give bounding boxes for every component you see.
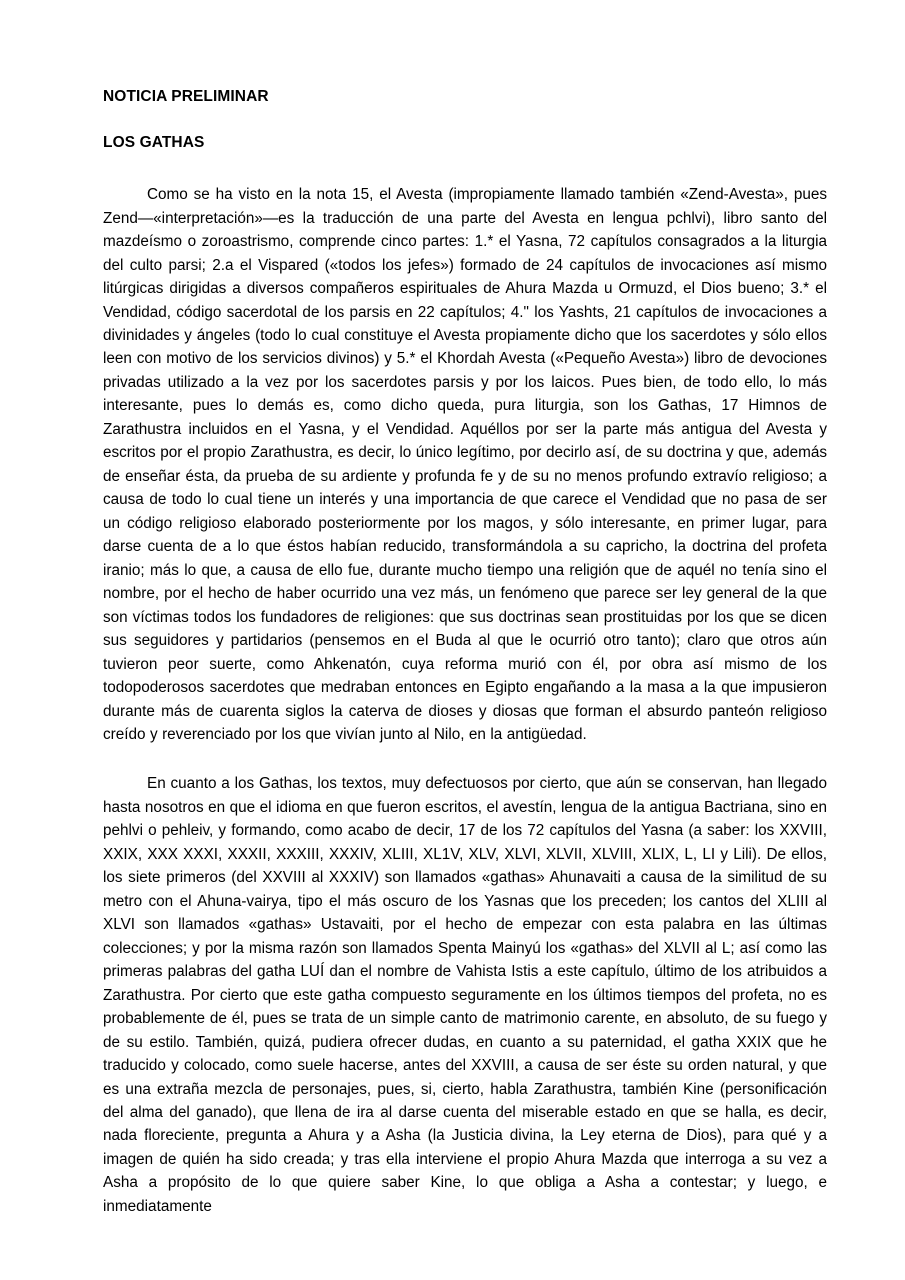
paragraph-text: En cuanto a los Gathas, los textos, muy defectuosos por cierto, que aún se conservan, han llegado hasta nosotros en que el idioma en que fueron escritos, el avestín, lengua de la antigua Bactriana, sino en pehlvi o pehleiv, y formando, como acabo de decir, 17 de los 72 capítulos del Yasna (a saber: los XXVIII, XXIX, XXX XXXI, XXXII, XXXIII, XXXIV, XLIII, XL1V, XLV, XLVI, XLVII, XLVIII, XLIX, L, LI y Lili). De ellos, los siete primeros (del XXVIII al XXXIV) son llamados «gathas» Ahunavaiti a causa de la similitud de su metro con el Ahuna-vairya, tipo el más oscuro de los Yasnas que los preceden; los cantos del XLIII al XLVI son llamados «gathas» Ustavaiti, por el hecho de empezar con esta palabra en las últimas colecciones; y por la misma razón son llamados Spenta Mainyú los «gathas» del XLVII al L; así como las primeras palabras del gatha LUÍ dan el nombre de Vahista Istis a este capítulo, último de los atribuidos a Zarathustra. Por cierto que este gatha compuesto seguramente en los últimos tiempos del profeta, no es probablemente de él, pues se trata de un simple canto de matrimonio carente, en absoluto, de su fuego y de su estilo. También, quizá, pudiera ofrecer dudas, en cuanto a su paternidad, el gatha XXIX que he traducido y colocado, como suele hacerse, antes del XXVIII, a causa de ser éste su orden natural, y que es una extraña mezcla de personajes, pues, si, cierto, habla Zarathustra, también Kine (personificación del alma del ganado), que llena de ira al darse cuenta del miserable estado en que se halla, es decir, nada floreciente, pregunta a Ahura y a Asha (la Justicia divina, la Ley eterna de Dios), para qué y a imagen de quién ha sido creada; y tras ella interviene el propio Ahura Mazda que interroga a su vez a Asha a propósito de lo que quiere saber Kine, lo que obliga a Asha a contestar; y luego, e inmediatamente xyxy=(103,775,827,1215)
body-paragraph-2 xyxy=(103,772,827,1218)
section-subtitle: LOS GATHAS xyxy=(103,133,205,151)
page-title: NOTICIA PRELIMINAR xyxy=(103,88,269,105)
paragraph-text: Como se ha visto en la nota 15, el Avesta (impropiamente llamado también «Zend-Avesta», pues Zend—«interpretación»—es la traducción de una parte del Avesta en lengua pchlvi), libro santo del mazdeísmo o zoroastrismo, comprende cinco partes: 1.* el Yasna, 72 capítulos consagrados a la liturgia del culto parsi; 2.a el Vispared («todos los jefes») formado de 24 capítulos de invocaciones así mismo litúrgicas dirigidas a diversos compañeros espirituales de Ahura Mazda u Ormuzd, el Dios bueno; 3.* el Vendidad, código sacerdotal de los parsis en 22 capítulos; 4." los Yashts, 21 capítulos de invocaciones a divinidades y ángeles (todo lo cual constituye el Avesta propiamente dicho que los sacerdotes y sólo ellos leen con motivo de los servicios divinos) y 5.* el Khordah Avesta («Pequeño Avesta») libro de devociones privadas utilizado a la vez por los sacerdotes parsis y por los laicos. Pues bien, de todo ello, lo más interesante, pues lo demás es, como dicho queda, pura liturgia, son los Gathas, 17 Himnos de Zarathustra incluidos en el Yasna, y el Vendidad. Aquéllos por ser la parte más antigua del Avesta y escritos por el propio Zarathustra, es decir, lo único legítimo, por decirlo así, de su doctrina y que, además de enseñar ésta, da prueba de su ardiente y profunda fe y de su no menos profundo extravío religioso; a causa de todo lo cual tiene un interés y una importancia de que carece el Vendidad que no pasa de ser un código religioso elaborado posteriormente por los magos, y sólo interesante, en primer lugar, para darse cuenta de a lo que éstos habían reducido, transformándola a su capricho, la doctrina del profeta iranio; más lo que, a causa de ello fue, durante mucho tiempo una religión que de aquél no tenía sino el nombre, por el hecho de haber ocurrido una vez más, un fenómeno que parece ser ley general de la que son víctimas todos los fundadores de religiones: que sus doctrinas sean prostituidas por los que se dicen sus seguidores y partidarios (pensemos en el Buda al que le ocurrió otro tanto); claro que otros aún tuvieron peor suerte, como Ahkenatón, cuya reforma murió con él, por obra así mismo de los todopoderosos sacerdotes que medraban entonces en Egipto engañando a la masa a la que impusieron durante más de cuarenta siglos la caterva de dioses y diosas que forman el absurdo panteón religioso creído y reverenciado por los que vivían junto al Nilo, en la antigüedad. xyxy=(103,186,827,743)
body-paragraph-1 xyxy=(103,183,827,746)
